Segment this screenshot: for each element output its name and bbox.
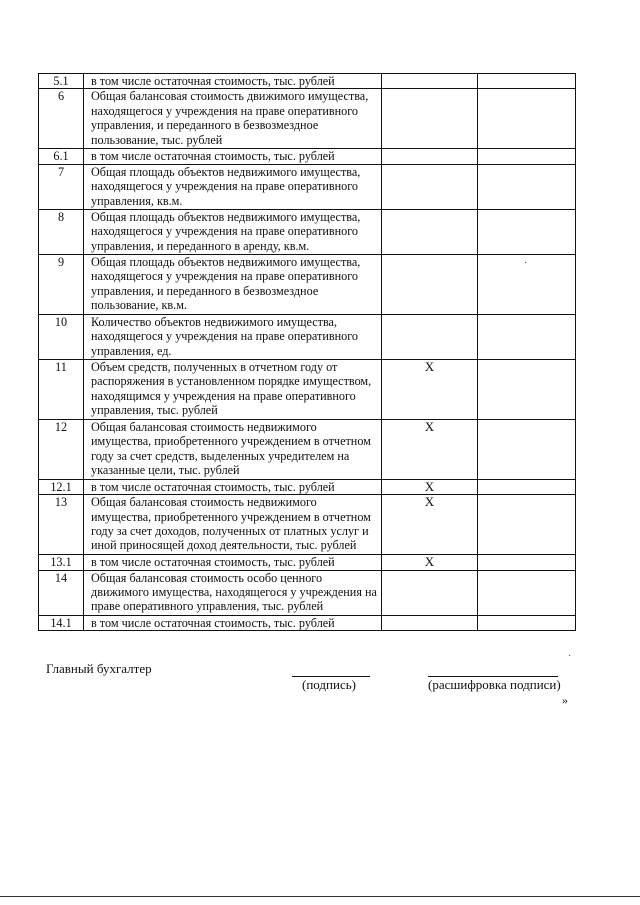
report-table-body (39, 74, 576, 631)
row-number: 14 (39, 570, 84, 615)
table-row (39, 254, 576, 314)
table-row (39, 314, 576, 359)
closing-quote: » (562, 693, 568, 707)
row-extra-cell (478, 74, 576, 89)
row-description: в том числе остаточная стоимость, тыс. рублей (84, 555, 382, 570)
row-number: 5.1 (39, 74, 84, 89)
row-number: 13 (39, 495, 84, 555)
row-extra-cell (478, 615, 576, 630)
row-value-cell (382, 209, 478, 254)
row-extra-cell (478, 495, 576, 555)
row-description: Общая балансовая стоимость недвижимого имущества, приобретенного учреждением в отчетном году за счет средств, выделенных учредителем на указанные цели, тыс. рублей (84, 419, 382, 479)
report-table (38, 73, 576, 631)
table-row (39, 555, 576, 570)
signature-caption: (подпись) (302, 677, 356, 692)
row-value-cell: X (382, 359, 478, 419)
row-extra-cell (478, 164, 576, 209)
row-description: в том числе остаточная стоимость, тыс. рублей (84, 479, 382, 494)
row-extra-cell (478, 314, 576, 359)
row-description: в том числе остаточная стоимость, тыс. рублей (84, 615, 382, 630)
row-description: в том числе остаточная стоимость, тыс. рублей (84, 74, 382, 89)
row-description: Общая балансовая стоимость особо ценного движимого имущества, находящегося у учреждения на праве оперативного управления, тыс. рублей (84, 570, 382, 615)
signature-decoding-caption: (расшифровка подписи) (428, 677, 561, 692)
row-number: 9 (39, 254, 84, 314)
row-description: Общая балансовая стоимость недвижимого имущества, приобретенного учреждением в отчетном году за счет доходов, полученных от платных услуг и иной приносящей доход деятельности, тыс. рублей (84, 495, 382, 555)
row-extra-cell (478, 149, 576, 164)
table-row (39, 89, 576, 149)
scan-speck: · (568, 651, 572, 662)
row-value-cell: X (382, 419, 478, 479)
row-value-cell (382, 254, 478, 314)
row-value-cell (382, 74, 478, 89)
chief-accountant-label: Главный бухгалтер (46, 661, 152, 676)
row-extra-cell (478, 555, 576, 570)
row-number: 8 (39, 209, 84, 254)
table-row (39, 479, 576, 494)
row-number: 12 (39, 419, 84, 479)
table-row (39, 149, 576, 164)
row-description: Количество объектов недвижимого имущества, находящегося у учреждения на праве оперативного управления, ед. (84, 314, 382, 359)
table-row (39, 164, 576, 209)
table-row (39, 570, 576, 615)
row-description: Общая балансовая стоимость движимого имущества, находящегося у учреждения на праве оперативного управления, и переданного в безвозмездное пользование, тыс. рублей (84, 89, 382, 149)
row-extra-cell (478, 570, 576, 615)
table-row (39, 495, 576, 555)
row-value-cell: X (382, 555, 478, 570)
row-number: 14.1 (39, 615, 84, 630)
scan-speck: · (524, 258, 528, 269)
table-row (39, 359, 576, 419)
row-number: 7 (39, 164, 84, 209)
table-row (39, 74, 576, 89)
row-number: 10 (39, 314, 84, 359)
row-value-cell (382, 149, 478, 164)
page-bottom-rule (0, 896, 640, 897)
row-extra-cell (478, 209, 576, 254)
row-value-cell (382, 615, 478, 630)
row-value-cell: X (382, 495, 478, 555)
row-description: Общая площадь объектов недвижимого имущества, находящегося у учреждения на праве оперативного управления, и переданного в аренду, кв.м. (84, 209, 382, 254)
row-number: 6 (39, 89, 84, 149)
row-number: 11 (39, 359, 84, 419)
row-value-cell (382, 314, 478, 359)
row-description: Общая площадь объектов недвижимого имущества, находящегося у учреждения на праве оперативного управления, кв.м. (84, 164, 382, 209)
table-row (39, 209, 576, 254)
row-description: в том числе остаточная стоимость, тыс. рублей (84, 149, 382, 164)
row-number: 13.1 (39, 555, 84, 570)
row-extra-cell (478, 419, 576, 479)
row-value-cell (382, 164, 478, 209)
row-description: Общая площадь объектов недвижимого имущества, находящегося у учреждения на праве оперативного управления, и переданного в безвозмездное пользование, кв.м. (84, 254, 382, 314)
row-number: 6.1 (39, 149, 84, 164)
row-number: 12.1 (39, 479, 84, 494)
row-extra-cell (478, 479, 576, 494)
row-value-cell (382, 89, 478, 149)
table-row (39, 615, 576, 630)
row-value-cell (382, 570, 478, 615)
row-extra-cell (478, 89, 576, 149)
table-row (39, 419, 576, 479)
row-description: Объем средств, полученных в отчетном году от распоряжения в установленном порядке имуществом, находящимся у учреждения на праве оперативного управления, тыс. рублей (84, 359, 382, 419)
row-extra-cell (478, 359, 576, 419)
row-value-cell: X (382, 479, 478, 494)
